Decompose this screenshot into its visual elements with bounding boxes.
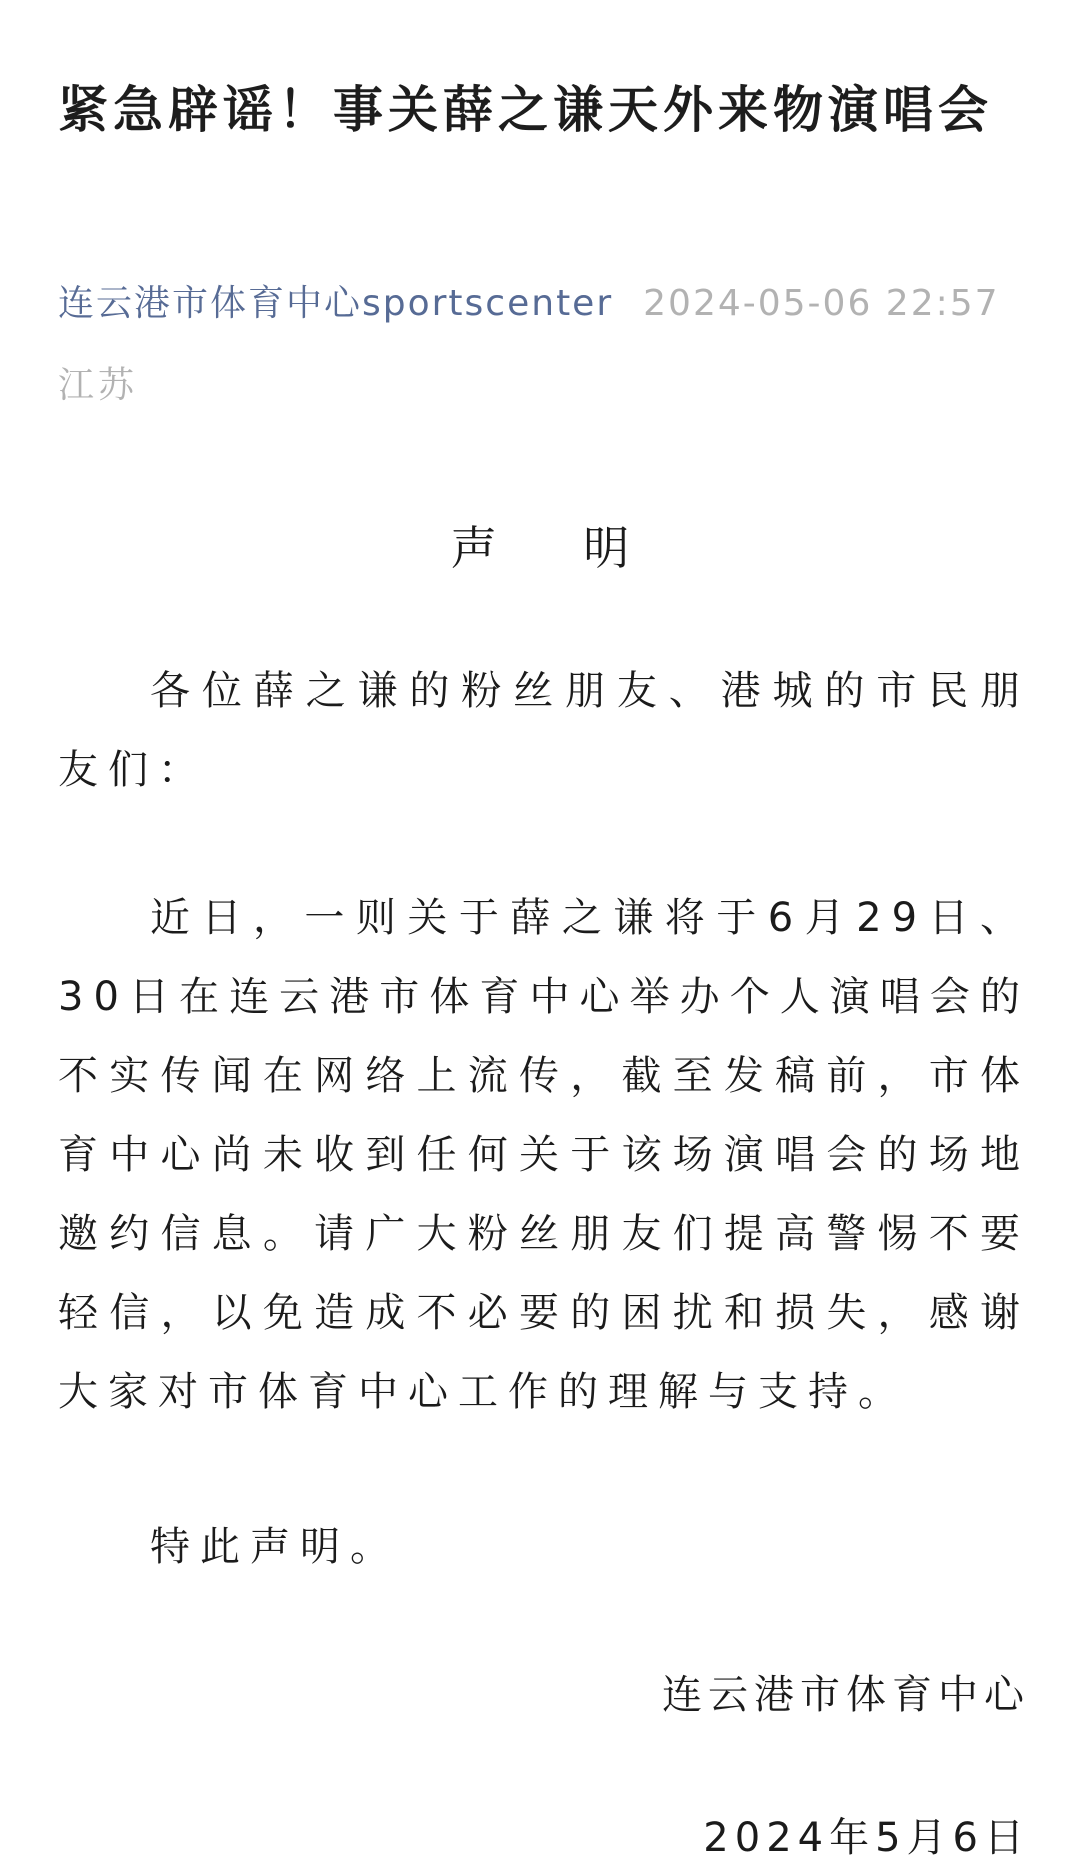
article-meta (58, 278, 1000, 330)
statement-heading: 声 明 (450, 521, 666, 575)
closing-paragraph: 特此声明。 (150, 1524, 400, 1570)
publish-time: 2024-05-06 22:57 (643, 283, 1000, 324)
body-paragraph: 近日，一则关于薛之谦将于6月29日、30日在连云港市体育中心举办个人演唱会的不实传闻在网络上流传，截至发稿前，市体育中心尚未收到任何关于该场演唱会的场地邀约信息。请广大粉丝朋友们提高警惕不要轻信，以免造成不必要的困扰和损失，感谢大家对市体育中心工作的理解与支持。 (58, 895, 1030, 1415)
signature-organization: 连云港市体育中心 (662, 1672, 1030, 1718)
greeting-paragraph: 各位薛之谦的粉丝朋友、港城的市民朋友们： (58, 668, 1030, 793)
article-title: 紧急辟谣！事关薛之谦天外来物演唱会 (58, 81, 993, 139)
signature-date: 2024年5月6日 (703, 1815, 1030, 1861)
publish-location: 江苏 (58, 365, 139, 406)
account-name-link[interactable]: 连云港市体育中心sportscenter (58, 283, 614, 324)
